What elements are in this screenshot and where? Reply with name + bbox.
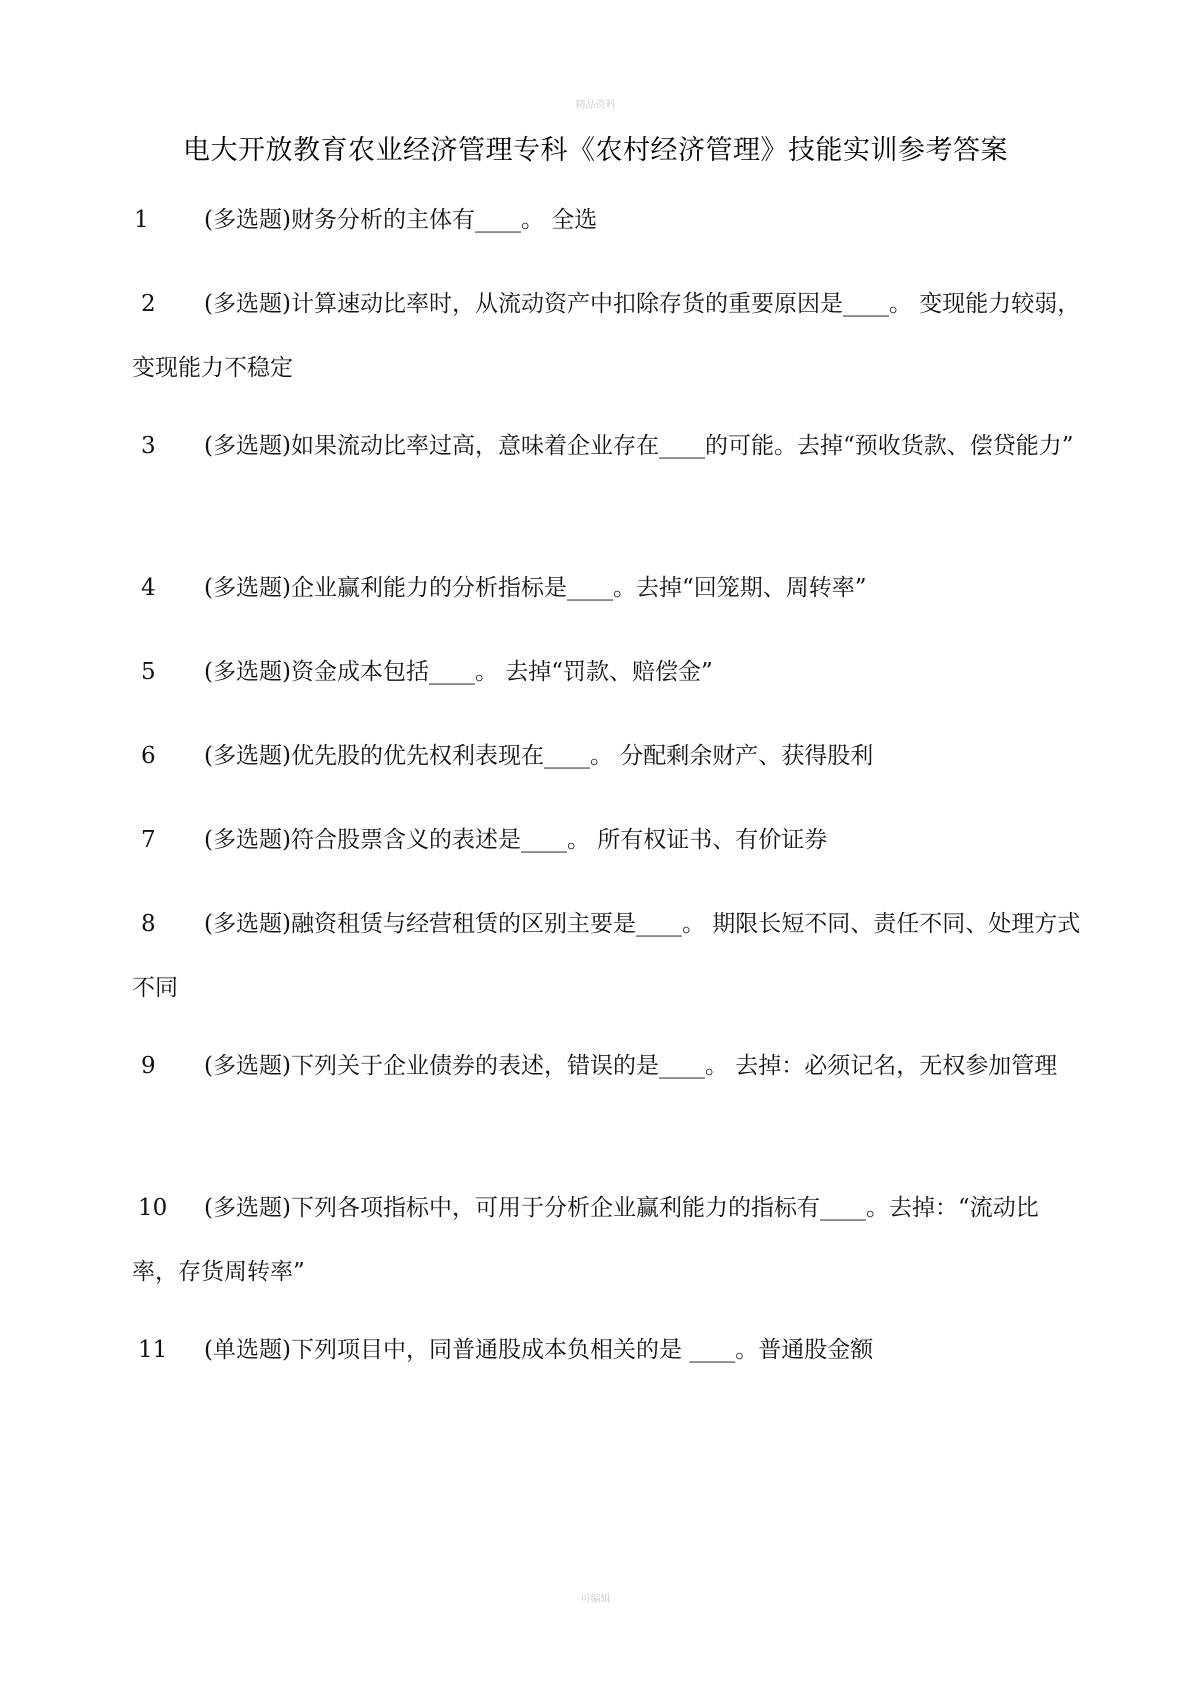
question-4 (132, 556, 1082, 620)
question-3 (132, 414, 1082, 478)
question-text: (多选题)计算速动比率时，从流动资产中扣除存货的重要原因是____。 变现能力较弱，变现能力不稳定 (132, 291, 1081, 381)
question-number: 11 (138, 1337, 168, 1363)
question-number: 3 (141, 433, 156, 459)
question-number: 8 (141, 911, 156, 937)
question-8 (132, 892, 1082, 1020)
question-5 (132, 640, 1082, 704)
question-number: 9 (141, 1053, 156, 1079)
question-2 (132, 272, 1082, 400)
question-1 (132, 188, 1082, 252)
question-text: (多选题)资金成本包括____。 去掉“罚款、赔偿金” (204, 659, 713, 685)
question-9 (132, 1034, 1082, 1098)
question-number: 5 (141, 659, 156, 685)
question-text: (多选题)企业赢利能力的分析指标是____。去掉“回笼期、周转率” (204, 575, 867, 601)
question-text: (多选题)如果流动比率过高，意味着企业存在____的可能。去掉“预收货款、偿贷能力” (204, 433, 1074, 459)
question-7 (132, 808, 1082, 872)
watermark-top: 精品资料 (575, 100, 616, 111)
question-text: (多选题)符合股票含义的表述是____。 所有权证书、有价证券 (204, 827, 828, 853)
question-text: (多选题)财务分析的主体有____。 全选 (204, 207, 598, 233)
question-number: 7 (141, 827, 156, 853)
question-text: (多选题)优先股的优先权利表现在____。 分配剩余财产、获得股利 (204, 743, 874, 769)
question-number: 1 (134, 207, 149, 233)
question-number: 2 (141, 291, 156, 317)
question-text: (多选题)融资租赁与经营租赁的区别主要是____。 期限长短不同、责任不同、处理方式不同 (132, 911, 1081, 1001)
question-text: (单选题)下列项目中，同普通股成本负相关的是 ____。普通股金额 (204, 1337, 874, 1363)
question-10 (132, 1176, 1082, 1304)
document-title: 电大开放教育农业经济管理专科《农村经济管理》技能实训参考答案 (183, 135, 1008, 166)
watermark-bottom: 可编辑 (580, 1594, 611, 1605)
question-number: 6 (141, 743, 156, 769)
question-number: 10 (138, 1195, 168, 1221)
question-number: 4 (141, 575, 156, 601)
question-11 (132, 1318, 1082, 1382)
question-text: (多选题)下列各项指标中，可用于分析企业赢利能力的指标有____。去掉：“流动比率，存货周转率” (132, 1195, 1039, 1285)
question-6 (132, 724, 1082, 788)
question-text: (多选题)下列关于企业债券的表述，错误的是____。 去掉：必须记名，无权参加管理 (204, 1053, 1058, 1079)
